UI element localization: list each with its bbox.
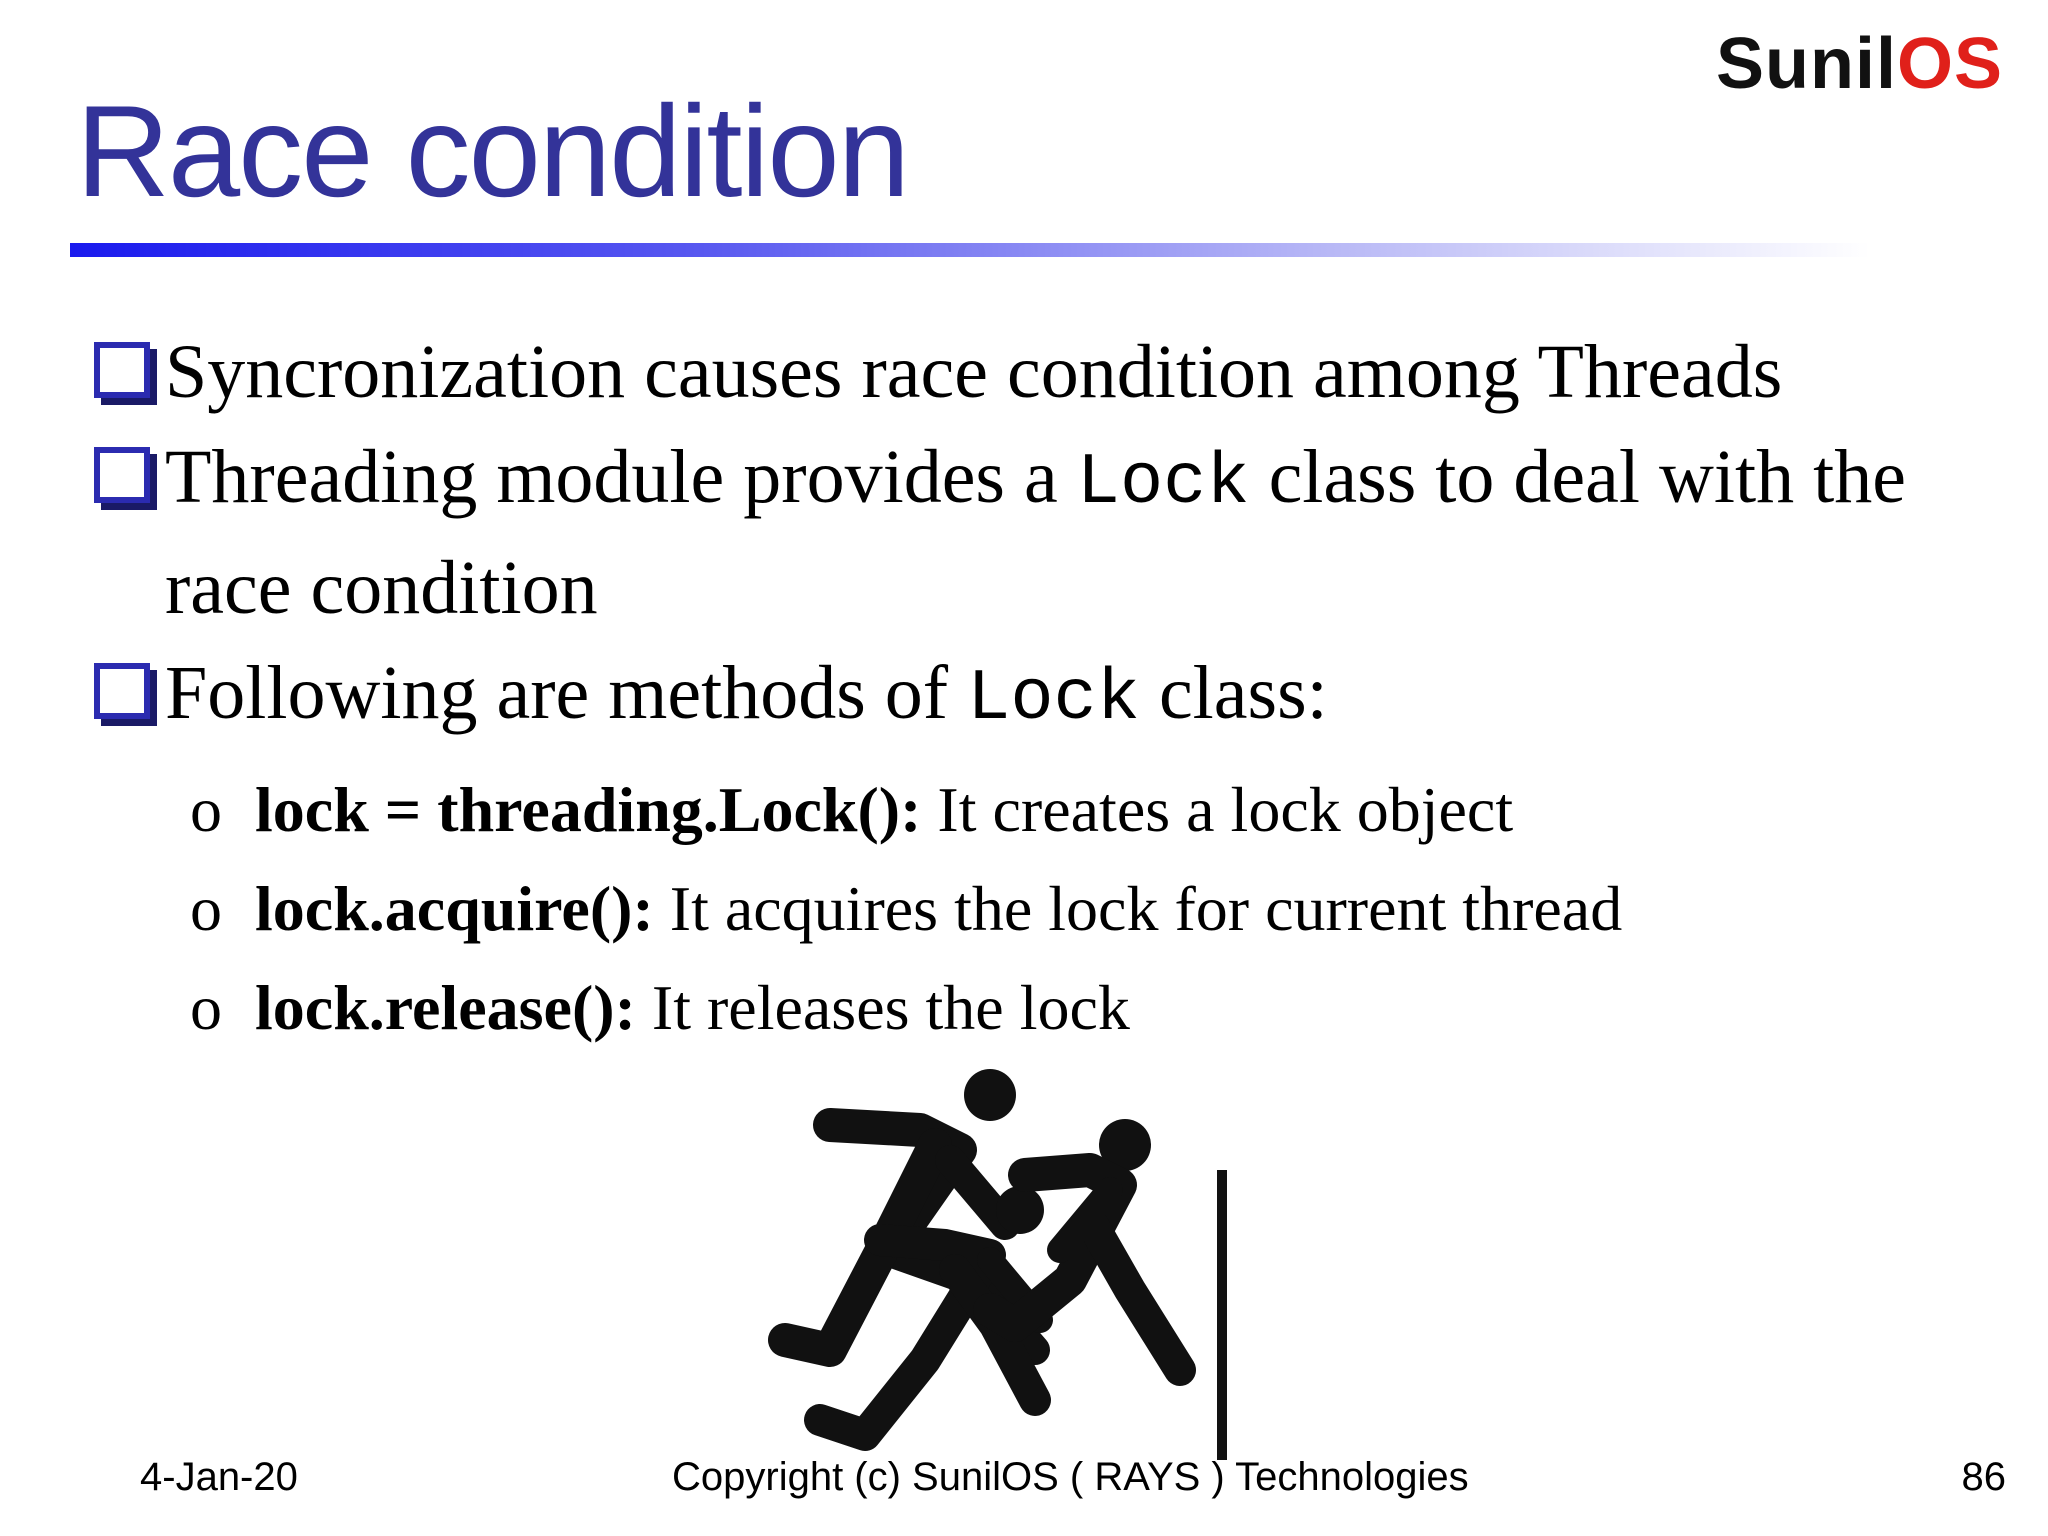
- method-item: [190, 760, 1622, 859]
- bullet-text-pre: Threading module provides a: [165, 435, 1077, 519]
- method-desc: It creates a lock object: [921, 774, 1514, 845]
- sub-bullet-marker: o: [190, 774, 222, 845]
- bullet-item: [90, 425, 1990, 641]
- checkbox-bullet-icon: [94, 447, 150, 503]
- title-underline: [70, 243, 1870, 257]
- bullet-text-post: class:: [1139, 651, 1328, 735]
- bullet-item: [90, 641, 1990, 752]
- bullet-item: [90, 320, 1990, 425]
- method-desc: It releases the lock: [635, 972, 1130, 1043]
- code-lock: Lock: [1076, 442, 1250, 524]
- method-name: lock.release():: [255, 972, 636, 1043]
- method-item: [190, 958, 1622, 1057]
- bullet-text-post: class to deal with the race condition: [165, 435, 1906, 630]
- checkbox-bullet-icon: [94, 663, 150, 719]
- sub-bullet-marker: o: [190, 873, 222, 944]
- bullet-list: [90, 320, 1990, 752]
- bullet-text-pre: Following are methods of: [165, 651, 968, 735]
- sunilos-logo: [1715, 24, 2003, 104]
- running-people-icon: [760, 1050, 1260, 1470]
- method-item: [190, 859, 1622, 958]
- method-name: lock = threading.Lock():: [255, 774, 922, 845]
- logo-part2: OS: [1896, 24, 2003, 104]
- checkbox-bullet-icon: [94, 342, 150, 398]
- bullet-text: Syncronization causes race condition among Threads: [165, 330, 1783, 414]
- sub-bullet-marker: o: [190, 972, 222, 1043]
- logo-part1: Sunil: [1715, 24, 1897, 104]
- method-name: lock.acquire():: [255, 873, 654, 944]
- methods-list: [190, 760, 1622, 1057]
- page-number: 86: [1961, 1455, 2006, 1499]
- slide-title: Race condition: [76, 78, 908, 224]
- code-lock: Lock: [967, 658, 1140, 740]
- footer-copyright: Copyright (c) SunilOS ( RAYS ) Technologies: [672, 1455, 1469, 1499]
- method-desc: It acquires the lock for current thread: [653, 873, 1623, 944]
- footer-date: 4-Jan-20: [140, 1455, 298, 1499]
